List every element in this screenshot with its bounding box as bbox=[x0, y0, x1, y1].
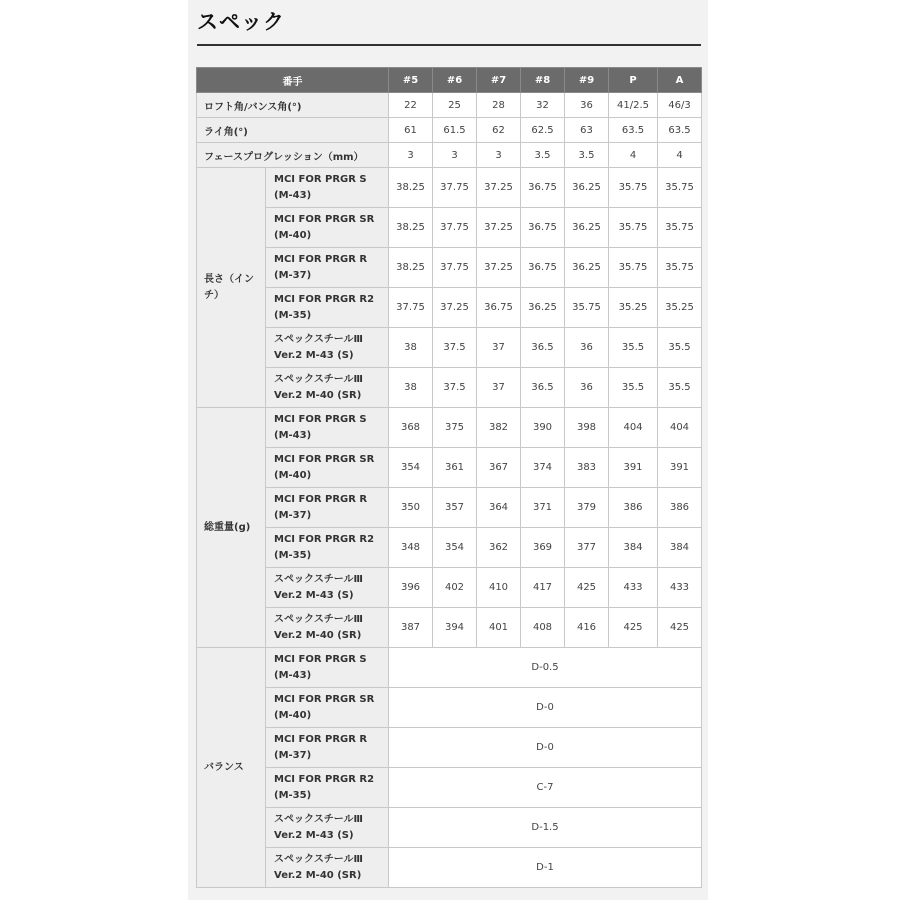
value-cell: 386 bbox=[609, 488, 658, 528]
row-label: ライ角(°) bbox=[197, 118, 389, 143]
value-cell: 32 bbox=[521, 93, 565, 118]
shaft-label bbox=[266, 208, 389, 248]
value-cell: 36.25 bbox=[565, 168, 609, 208]
shaft-code: (M-35) bbox=[274, 309, 312, 321]
value-cell: 41/2.5 bbox=[609, 93, 658, 118]
value-cell: 35.75 bbox=[565, 288, 609, 328]
value-cell: 35.5 bbox=[609, 368, 658, 408]
value-cell: 37.75 bbox=[389, 288, 433, 328]
header-club: #6 bbox=[433, 68, 477, 93]
shaft-name: MCI FOR PRGR R bbox=[274, 733, 368, 745]
value-cell: 379 bbox=[565, 488, 609, 528]
balance-value: D-1.5 bbox=[389, 808, 702, 848]
value-cell: 28 bbox=[477, 93, 521, 118]
shaft-code: Ver.2 M-43 (S) bbox=[274, 589, 354, 601]
shaft-name: スペックスチールⅢ bbox=[274, 813, 363, 825]
balance-value: D-0 bbox=[389, 688, 702, 728]
value-cell: 386 bbox=[658, 488, 702, 528]
value-cell: 350 bbox=[389, 488, 433, 528]
value-cell: 371 bbox=[521, 488, 565, 528]
header-club: #7 bbox=[477, 68, 521, 93]
value-cell: 36.5 bbox=[521, 368, 565, 408]
spec-row bbox=[197, 288, 702, 328]
spec-row bbox=[197, 448, 702, 488]
value-cell: 367 bbox=[477, 448, 521, 488]
shaft-name: MCI FOR PRGR S bbox=[274, 413, 367, 425]
value-cell: 36 bbox=[565, 93, 609, 118]
value-cell: 37.25 bbox=[477, 208, 521, 248]
shaft-code: (M-35) bbox=[274, 789, 312, 801]
value-cell: 384 bbox=[658, 528, 702, 568]
shaft-name: MCI FOR PRGR SR bbox=[274, 453, 375, 465]
shaft-code: Ver.2 M-40 (SR) bbox=[274, 389, 362, 401]
balance-value: D-0 bbox=[389, 728, 702, 768]
value-cell: 62.5 bbox=[521, 118, 565, 143]
shaft-code: (M-43) bbox=[274, 669, 312, 681]
value-cell: 4 bbox=[658, 143, 702, 168]
shaft-code: (M-43) bbox=[274, 189, 312, 201]
value-cell: 37.25 bbox=[477, 168, 521, 208]
value-cell: 35.5 bbox=[609, 328, 658, 368]
value-cell: 3.5 bbox=[565, 143, 609, 168]
shaft-label bbox=[266, 568, 389, 608]
spec-row bbox=[197, 528, 702, 568]
value-cell: 46/3 bbox=[658, 93, 702, 118]
value-cell: 35.75 bbox=[609, 248, 658, 288]
value-cell: 36.75 bbox=[521, 168, 565, 208]
shaft-name: MCI FOR PRGR R2 bbox=[274, 533, 375, 545]
header-row bbox=[197, 68, 702, 93]
spec-row bbox=[197, 248, 702, 288]
shaft-name: MCI FOR PRGR R2 bbox=[274, 293, 375, 305]
spec-row bbox=[197, 208, 702, 248]
shaft-code: Ver.2 M-40 (SR) bbox=[274, 869, 362, 881]
shaft-label bbox=[266, 408, 389, 448]
value-cell: 37.25 bbox=[433, 288, 477, 328]
header-club: P bbox=[609, 68, 658, 93]
value-cell: 3 bbox=[433, 143, 477, 168]
shaft-code: (M-43) bbox=[274, 429, 312, 441]
value-cell: 396 bbox=[389, 568, 433, 608]
shaft-label bbox=[266, 248, 389, 288]
shaft-label bbox=[266, 848, 389, 888]
value-cell: 357 bbox=[433, 488, 477, 528]
shaft-label bbox=[266, 768, 389, 808]
row-label: フェースプログレッション（mm） bbox=[197, 143, 389, 168]
value-cell: 35.75 bbox=[609, 208, 658, 248]
value-cell: 374 bbox=[521, 448, 565, 488]
shaft-code: (M-40) bbox=[274, 709, 312, 721]
spec-table bbox=[196, 67, 702, 888]
shaft-code: (M-37) bbox=[274, 509, 312, 521]
value-cell: 37.25 bbox=[477, 248, 521, 288]
value-cell: 404 bbox=[658, 408, 702, 448]
page-title: スペック bbox=[197, 10, 285, 34]
value-cell: 368 bbox=[389, 408, 433, 448]
value-cell: 36.25 bbox=[565, 208, 609, 248]
header-club: #8 bbox=[521, 68, 565, 93]
value-cell: 38 bbox=[389, 328, 433, 368]
value-cell: 433 bbox=[658, 568, 702, 608]
value-cell: 433 bbox=[609, 568, 658, 608]
shaft-code: (M-35) bbox=[274, 549, 312, 561]
value-cell: 394 bbox=[433, 608, 477, 648]
value-cell: 398 bbox=[565, 408, 609, 448]
shaft-name: MCI FOR PRGR SR bbox=[274, 213, 375, 225]
value-cell: 37.75 bbox=[433, 208, 477, 248]
shaft-name: スペックスチールⅢ bbox=[274, 373, 363, 385]
shaft-label bbox=[266, 608, 389, 648]
balance-value: D-0.5 bbox=[389, 648, 702, 688]
value-cell: 410 bbox=[477, 568, 521, 608]
shaft-label bbox=[266, 288, 389, 328]
value-cell: 362 bbox=[477, 528, 521, 568]
value-cell: 37.5 bbox=[433, 368, 477, 408]
value-cell: 36 bbox=[565, 368, 609, 408]
shaft-code: Ver.2 M-40 (SR) bbox=[274, 629, 362, 641]
value-cell: 36.75 bbox=[521, 208, 565, 248]
value-cell: 348 bbox=[389, 528, 433, 568]
value-cell: 36.25 bbox=[565, 248, 609, 288]
balance-group-label: バランス bbox=[197, 648, 266, 888]
shaft-name: MCI FOR PRGR R bbox=[274, 493, 368, 505]
value-cell: 62 bbox=[477, 118, 521, 143]
value-cell: 384 bbox=[609, 528, 658, 568]
value-cell: 37.5 bbox=[433, 328, 477, 368]
value-cell: 61.5 bbox=[433, 118, 477, 143]
header-club: #5 bbox=[389, 68, 433, 93]
value-cell: 364 bbox=[477, 488, 521, 528]
header-club: A bbox=[658, 68, 702, 93]
value-cell: 425 bbox=[658, 608, 702, 648]
title-divider bbox=[197, 44, 701, 46]
value-cell: 37 bbox=[477, 328, 521, 368]
value-cell: 35.5 bbox=[658, 328, 702, 368]
value-cell: 425 bbox=[609, 608, 658, 648]
value-cell: 25 bbox=[433, 93, 477, 118]
value-cell: 37 bbox=[477, 368, 521, 408]
value-cell: 35.5 bbox=[658, 368, 702, 408]
shaft-name: MCI FOR PRGR SR bbox=[274, 693, 375, 705]
value-cell: 369 bbox=[521, 528, 565, 568]
value-cell: 63.5 bbox=[609, 118, 658, 143]
row-label: ロフト角/バンス角(°) bbox=[197, 93, 389, 118]
spec-row bbox=[197, 848, 702, 888]
value-cell: 387 bbox=[389, 608, 433, 648]
shaft-label bbox=[266, 808, 389, 848]
spec-row bbox=[197, 768, 702, 808]
length-group-label: 長さ（インチ） bbox=[197, 168, 266, 408]
spec-row bbox=[197, 168, 702, 208]
shaft-name: MCI FOR PRGR S bbox=[274, 653, 367, 665]
spec-row bbox=[197, 648, 702, 688]
spec-row bbox=[197, 728, 702, 768]
value-cell: 37.75 bbox=[433, 168, 477, 208]
header-label: 番手 bbox=[197, 68, 389, 93]
shaft-name: スペックスチールⅢ bbox=[274, 853, 363, 865]
value-cell: 22 bbox=[389, 93, 433, 118]
value-cell: 35.75 bbox=[658, 208, 702, 248]
shaft-name: MCI FOR PRGR R2 bbox=[274, 773, 375, 785]
shaft-label bbox=[266, 488, 389, 528]
spec-row bbox=[197, 368, 702, 408]
shaft-code: (M-37) bbox=[274, 269, 312, 281]
value-cell: 416 bbox=[565, 608, 609, 648]
value-cell: 404 bbox=[609, 408, 658, 448]
shaft-label bbox=[266, 328, 389, 368]
value-cell: 61 bbox=[389, 118, 433, 143]
value-cell: 38.25 bbox=[389, 248, 433, 288]
shaft-name: MCI FOR PRGR R bbox=[274, 253, 368, 265]
spec-row bbox=[197, 808, 702, 848]
value-cell: 390 bbox=[521, 408, 565, 448]
value-cell: 375 bbox=[433, 408, 477, 448]
shaft-label bbox=[266, 688, 389, 728]
balance-value: C-7 bbox=[389, 768, 702, 808]
balance-value: D-1 bbox=[389, 848, 702, 888]
value-cell: 37.75 bbox=[433, 248, 477, 288]
spec-row bbox=[197, 488, 702, 528]
spec-row bbox=[197, 408, 702, 448]
value-cell: 36.5 bbox=[521, 328, 565, 368]
value-cell: 36.75 bbox=[477, 288, 521, 328]
value-cell: 38 bbox=[389, 368, 433, 408]
shaft-code: Ver.2 M-43 (S) bbox=[274, 829, 354, 841]
shaft-code: (M-40) bbox=[274, 229, 312, 241]
value-cell: 377 bbox=[565, 528, 609, 568]
value-cell: 402 bbox=[433, 568, 477, 608]
value-cell: 35.25 bbox=[658, 288, 702, 328]
value-cell: 354 bbox=[389, 448, 433, 488]
value-cell: 425 bbox=[565, 568, 609, 608]
value-cell: 63 bbox=[565, 118, 609, 143]
value-cell: 361 bbox=[433, 448, 477, 488]
spec-row bbox=[197, 118, 702, 143]
value-cell: 383 bbox=[565, 448, 609, 488]
value-cell: 35.25 bbox=[609, 288, 658, 328]
value-cell: 4 bbox=[609, 143, 658, 168]
shaft-code: Ver.2 M-43 (S) bbox=[274, 349, 354, 361]
value-cell: 63.5 bbox=[658, 118, 702, 143]
value-cell: 3 bbox=[477, 143, 521, 168]
shaft-label bbox=[266, 728, 389, 768]
spec-row bbox=[197, 568, 702, 608]
spec-row bbox=[197, 143, 702, 168]
value-cell: 3 bbox=[389, 143, 433, 168]
value-cell: 408 bbox=[521, 608, 565, 648]
shaft-code: (M-40) bbox=[274, 469, 312, 481]
value-cell: 38.25 bbox=[389, 208, 433, 248]
shaft-label bbox=[266, 448, 389, 488]
value-cell: 36.25 bbox=[521, 288, 565, 328]
shaft-name: スペックスチールⅢ bbox=[274, 333, 363, 345]
spec-row bbox=[197, 688, 702, 728]
value-cell: 382 bbox=[477, 408, 521, 448]
value-cell: 401 bbox=[477, 608, 521, 648]
spec-row bbox=[197, 608, 702, 648]
value-cell: 391 bbox=[658, 448, 702, 488]
value-cell: 354 bbox=[433, 528, 477, 568]
value-cell: 36 bbox=[565, 328, 609, 368]
value-cell: 417 bbox=[521, 568, 565, 608]
shaft-name: スペックスチールⅢ bbox=[274, 613, 363, 625]
value-cell: 38.25 bbox=[389, 168, 433, 208]
value-cell: 391 bbox=[609, 448, 658, 488]
value-cell: 3.5 bbox=[521, 143, 565, 168]
weight-group-label: 総重量(g) bbox=[197, 408, 266, 648]
value-cell: 35.75 bbox=[658, 168, 702, 208]
shaft-label bbox=[266, 368, 389, 408]
shaft-name: MCI FOR PRGR S bbox=[274, 173, 367, 185]
shaft-name: スペックスチールⅢ bbox=[274, 573, 363, 585]
value-cell: 36.75 bbox=[521, 248, 565, 288]
shaft-code: (M-37) bbox=[274, 749, 312, 761]
shaft-label bbox=[266, 528, 389, 568]
header-club: #9 bbox=[565, 68, 609, 93]
spec-row bbox=[197, 328, 702, 368]
value-cell: 35.75 bbox=[658, 248, 702, 288]
spec-row bbox=[197, 93, 702, 118]
value-cell: 35.75 bbox=[609, 168, 658, 208]
shaft-label bbox=[266, 648, 389, 688]
shaft-label bbox=[266, 168, 389, 208]
